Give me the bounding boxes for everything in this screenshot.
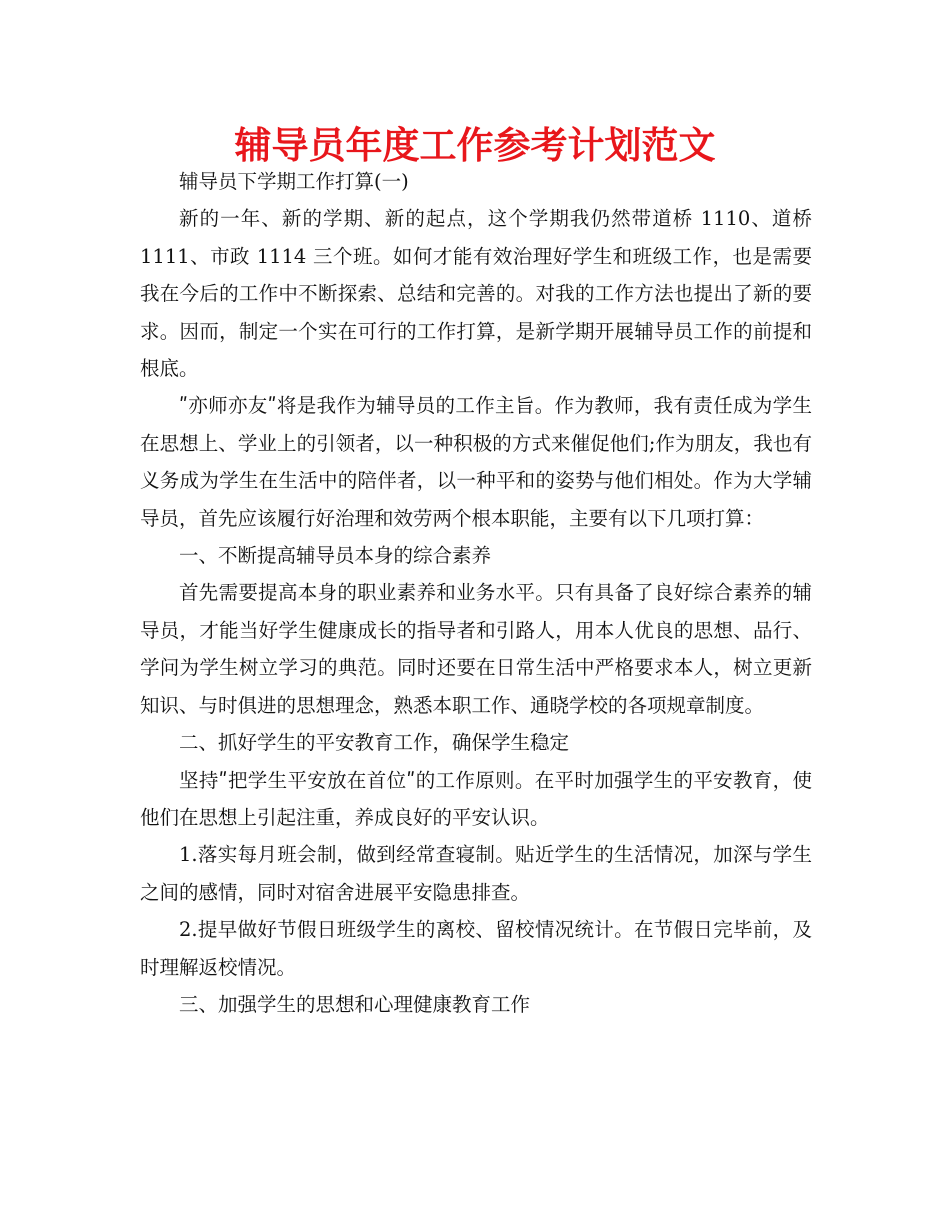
document-body (140, 163, 812, 1023)
section-heading-2: 二、抓好学生的平安教育工作，确保学生稳定 (179, 731, 570, 755)
paragraph-subtitle: 辅导员下学期工作打算(一) (179, 170, 409, 193)
list-item-2: 2.提早做好节假日班级学生的离校、留校情况统计。在节假日完毕前，及时理解返校情况。 (140, 918, 812, 979)
paragraph-section-2: 坚持ʺ把学生平安放在首位ʺ的工作原则。在平时加强学生的平安教育，使他们在思想上引起注重，养成良好的平安认识。 (140, 768, 812, 829)
list-item-1: 1.落实每月班会制，做到经常查寝制。贴近学生的生活情况，加深与学生之间的感情，同时对宿舍进展平安隐患排查。 (140, 843, 812, 904)
paragraph-section-1: 首先需要提高本身的职业素养和业务水平。只有具备了良好综合素养的辅导员，才能当好学生健康成长的指导者和引路人，用本人优良的思想、品行、学问为学生树立学习的典范。同时还要在日常生活中严格要求本人，树立更新知识、与时俱进的思想理念，熟悉本职工作、通晓学校的各项规章制度。 (140, 581, 812, 717)
document-title: 辅导员年度工作参考计划范文 (234, 124, 716, 167)
section-heading-3: 三、加强学生的思想和心理健康教育工作 (179, 992, 531, 1016)
section-heading-1: 一、不断提高辅导员本身的综合素养 (179, 544, 492, 568)
paragraph-motto: ʺ亦师亦友ʺ将是我作为辅导员的工作主旨。作为教师，我有责任成为学生在思想上、学业上的引领者，以一种积极的方式来催促他们;作为朋友，我也有义务成为学生在生活中的陪伴者，以一种平和的姿势与他们相处。作为大学辅导员，首先应该履行好治理和效劳两个根本职能，主要有以下几项打算： (140, 394, 812, 530)
paragraph-intro: 新的一年、新的学期、新的起点，这个学期我仍然带道桥 1110、道桥 1111、市政 1114 三个班。如何才能有效治理好学生和班级工作，也是需要我在今后的工作中不断探索、总结和完善的。对我的工作方法也提出了新的要求。因而，制定一个实在可行的工作打算，是新学期开展辅导员工作的前提和根底。 (140, 207, 812, 381)
